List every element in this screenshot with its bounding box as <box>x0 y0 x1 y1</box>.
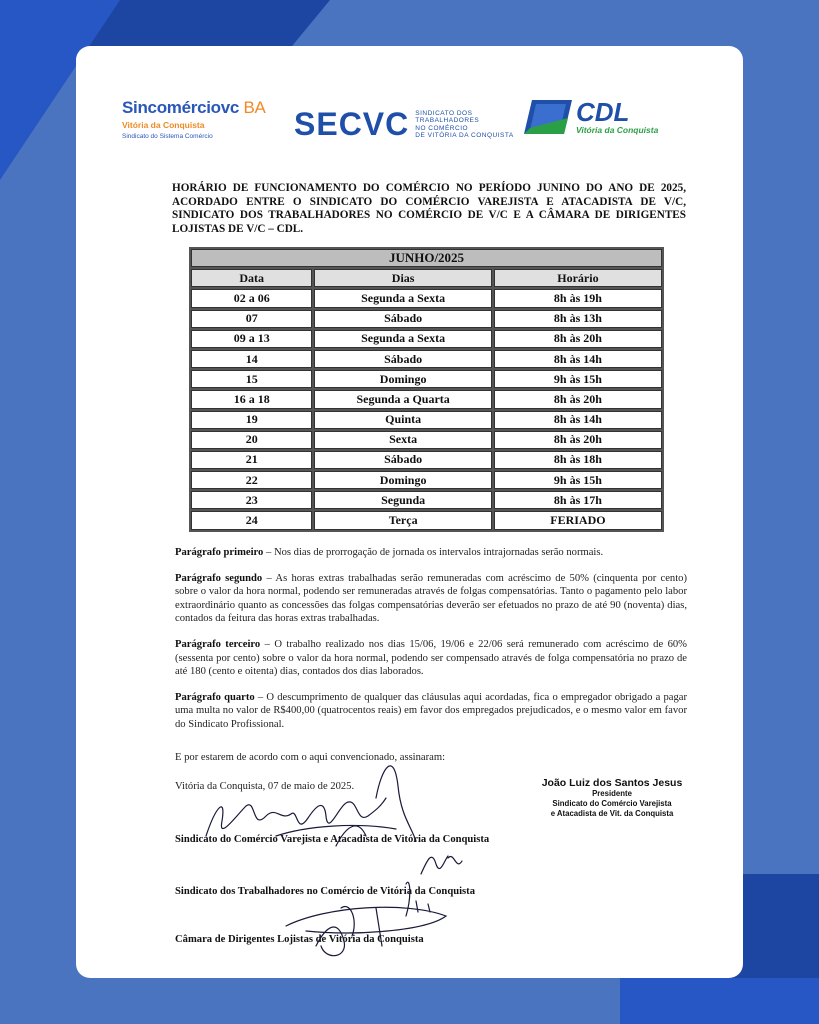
paragraphs <box>175 546 687 744</box>
schedule-day-cell: Sábado <box>314 310 491 328</box>
schedule-date-cell: 24 <box>191 511 312 529</box>
schedule-day-cell: Quinta <box>314 411 491 429</box>
paragraph <box>175 546 687 560</box>
paragraph-label: Parágrafo primeiro <box>175 547 264 558</box>
cdl-logo <box>522 98 658 136</box>
paragraph-text: – O trabalho realizado nos dias 15/06, 19/06 e 22/06 será remunerado com acréscimo de 60% (sessenta por cento) sobre o valor da hora normal, podendo ser compensado através de folga compensatória no prazo de até 180 (cento e oitenta) dias, contados dos dias laborados. <box>175 638 687 678</box>
table-row <box>191 431 662 449</box>
schedule-date-cell: 20 <box>191 431 312 449</box>
logo-header <box>76 46 743 166</box>
secvc-sub-line: SINDICATO DOS <box>415 109 473 117</box>
secvc-sub-line: NO COMÉRCIO <box>415 124 469 132</box>
table-row <box>191 471 662 489</box>
schedule-hours-cell: 8h às 18h <box>494 451 662 469</box>
column-header-horario: Horário <box>494 269 662 287</box>
signatory-line: Sindicato do Comércio Varejista e Atacadista de Vitória da Conquista <box>175 834 490 845</box>
table-row <box>191 370 662 388</box>
president-name: João Luiz dos Santos Jesus <box>541 777 683 789</box>
table-row <box>191 390 662 408</box>
schedule-date-cell: 23 <box>191 491 312 509</box>
table-row <box>191 411 662 429</box>
schedule-date-cell: 22 <box>191 471 312 489</box>
document-heading: HORÁRIO DE FUNCIONAMENTO DO COMÉRCIO NO PERÍODO JUNINO DO ANO DE 2025, ACORDADO ENTRE O SINDICATO DO COMÉRCIO VAREJISTA E ATACADISTA DE V/C, SINDICATO DOS TRABALHADORES NO COMÉRCIO DE V/C E A CÂMARA DE DIRIGENTES LOJISTAS DE V/C – CDL. <box>172 182 686 235</box>
sincomercio-logo <box>122 98 266 140</box>
schedule-month: JUNHO/2025 <box>191 249 662 267</box>
schedule-date-cell: 16 a 18 <box>191 390 312 408</box>
schedule-day-cell: Segunda <box>314 491 491 509</box>
table-row <box>191 289 662 307</box>
document-card <box>76 46 743 978</box>
cdl-mark-icon <box>522 98 572 136</box>
schedule-hours-cell: FERIADO <box>494 511 662 529</box>
paragraph <box>175 572 687 626</box>
schedule-date-cell: 14 <box>191 350 312 368</box>
table-row <box>191 511 662 529</box>
background-shape <box>620 978 819 1024</box>
sincomercio-logo-region: BA <box>243 98 266 117</box>
paragraph-text: – Nos dias de prorrogação de jornada os intervalos intrajornadas serão normais. <box>263 547 604 558</box>
schedule-day-cell: Segunda a Sexta <box>314 330 491 348</box>
signatory-line: Sindicato dos Trabalhadores no Comércio de Vitória da Conquista <box>175 886 476 897</box>
president-org: e Atacadista de Vit. da Conquista <box>550 809 674 818</box>
schedule-date-cell: 07 <box>191 310 312 328</box>
schedule-day-cell: Domingo <box>314 471 491 489</box>
column-header-data: Data <box>191 269 312 287</box>
cdl-logo-city: Vitória da Conquista <box>576 125 659 135</box>
schedule-day-cell: Terça <box>314 511 491 529</box>
column-header-dias: Dias <box>314 269 491 287</box>
schedule-day-cell: Segunda a Quarta <box>314 390 491 408</box>
secvc-sub-line: DE VITÓRIA DA CONQUISTA <box>415 132 514 139</box>
schedule-hours-cell: 9h às 15h <box>494 471 662 489</box>
paragraph-text: – As horas extras trabalhadas serão remuneradas com acréscimo de 50% (cinquenta por cento) sobre o valor da hora normal, podendo ser remuneradas através de folgas compensatórias. Tanto o pagamento pelo labor extraordinário quanto as concessões das folgas compensatórias deverão ser efetuados no prazo de até 90 (noventa) dias, contados da feitura das horas extras trabalhadas. <box>175 572 687 625</box>
paragraph-label: Parágrafo quarto <box>175 691 255 703</box>
schedule-date-cell: 09 a 13 <box>191 330 312 348</box>
schedule-day-cell: Sábado <box>314 451 491 469</box>
secvc-sub-line: TRABALHADORES <box>415 117 480 124</box>
president-org: Sindicato do Comércio Varejista <box>552 799 672 808</box>
schedule-day-cell: Segunda a Sexta <box>314 289 491 307</box>
table-row <box>191 310 662 328</box>
cdl-logo-name: CDL <box>576 97 630 127</box>
schedule-hours-cell: 8h às 13h <box>494 310 662 328</box>
paragraph-label: Parágrafo terceiro <box>175 638 261 650</box>
signatory-line: Câmara de Dirigentes Lojistas de Vitória da Conquista <box>175 934 424 945</box>
secvc-logo-sub <box>415 110 513 140</box>
president-role: Presidente <box>592 789 632 798</box>
secvc-logo-name: SECVC <box>294 106 410 142</box>
schedule-hours-cell: 9h às 15h <box>494 370 662 388</box>
schedule-hours-cell: 8h às 14h <box>494 411 662 429</box>
paragraph <box>175 638 687 679</box>
schedule-hours-cell: 8h às 20h <box>494 431 662 449</box>
schedule-day-cell: Sábado <box>314 350 491 368</box>
sincomercio-logo-sub: Sindicato do Sistema Comércio <box>122 133 213 140</box>
place-date: Vitória da Conquista, 07 de maio de 2025. <box>175 781 355 792</box>
paragraph-text: – O descumprimento de qualquer das cláusulas aqui acordadas, fica o empregador obrigado a pagar uma multa no valor de R$400,00 (quatrocentos reais) em favor dos empregados prejudicados, e o mesmo valor em favor do Sindicato Profissional. <box>175 691 687 730</box>
paragraph <box>175 691 687 732</box>
schedule-hours-cell: 8h às 20h <box>494 390 662 408</box>
schedule-hours-cell: 8h às 20h <box>494 330 662 348</box>
schedule-day-cell: Domingo <box>314 370 491 388</box>
table-row <box>191 451 662 469</box>
schedule-date-cell: 21 <box>191 451 312 469</box>
schedule-hours-cell: 8h às 14h <box>494 350 662 368</box>
schedule-table <box>189 247 664 532</box>
closing-text: E por estarem de acordo com o aqui convencionado, assinaram: <box>175 752 446 763</box>
table-row <box>191 491 662 509</box>
president-signature-block <box>532 777 692 819</box>
schedule-date-cell: 19 <box>191 411 312 429</box>
schedule-date-cell: 15 <box>191 370 312 388</box>
schedule-hours-cell: 8h às 19h <box>494 289 662 307</box>
sincomercio-logo-name: Sincomérciovc <box>122 98 240 117</box>
sincomercio-logo-city: Vitória da Conquista <box>122 120 205 130</box>
paragraph-label: Parágrafo segundo <box>175 572 263 584</box>
table-row <box>191 350 662 368</box>
schedule-hours-cell: 8h às 17h <box>494 491 662 509</box>
table-row <box>191 330 662 348</box>
schedule-date-cell: 02 a 06 <box>191 289 312 307</box>
secvc-logo <box>294 106 514 143</box>
schedule-day-cell: Sexta <box>314 431 491 449</box>
